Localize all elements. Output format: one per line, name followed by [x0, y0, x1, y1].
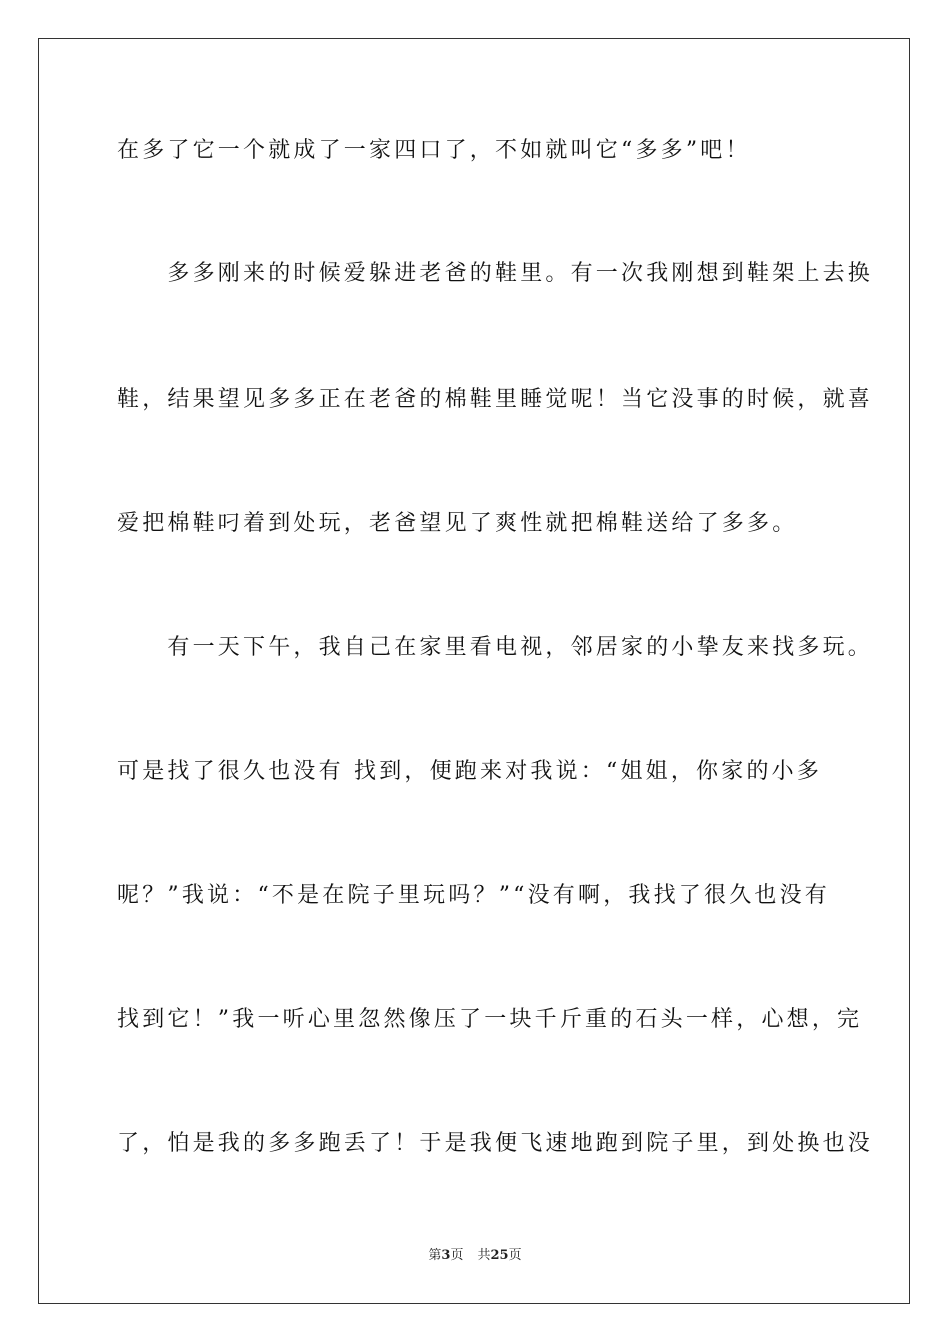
current-page-number: 3	[441, 1248, 451, 1263]
body-text-line: 找到它！”我一听心里忽然像压了一块千斤重的石头一样，心想，完	[117, 1007, 863, 1032]
body-text-line: 可是找了很久也没有 找到，便跑来对我说：“姐姐，你家的小多	[117, 759, 823, 784]
body-text-line: 爱把棉鞋叼着到处玩，老爸望见了爽性就把棉鞋送给了多多。	[117, 511, 798, 536]
total-pages-number: 25	[490, 1248, 509, 1263]
page-label-prefix: 第	[428, 1248, 442, 1263]
total-label-prefix: 共	[477, 1248, 491, 1263]
body-text-line: 在多了它一个就成了一家四口了，不如就叫它“多多”吧！	[117, 138, 751, 163]
page-label-suffix: 页	[450, 1248, 464, 1263]
total-label-suffix: 页	[508, 1248, 522, 1263]
page-border	[38, 38, 910, 1304]
body-text-line: 多多刚来的时候爱躲进老爸的鞋里。有一次我刚想到鞋架上去换	[117, 261, 874, 286]
body-text-line: 鞋，结果望见多多正在老爸的棉鞋里睡觉呢！当它没事的时候，就喜	[117, 387, 874, 412]
body-text-line: 呢？”我说：“不是在院子里玩吗？”“没有啊，我找了很久也没有	[117, 883, 830, 908]
page-footer	[0, 1248, 950, 1264]
body-text-line: 了，怕是我的多多跑丢了！于是我便飞速地跑到院子里，到处换也没	[117, 1131, 874, 1156]
body-text-line: 有一天下午，我自己在家里看电视，邻居家的小挚友来找多玩。	[117, 635, 874, 660]
